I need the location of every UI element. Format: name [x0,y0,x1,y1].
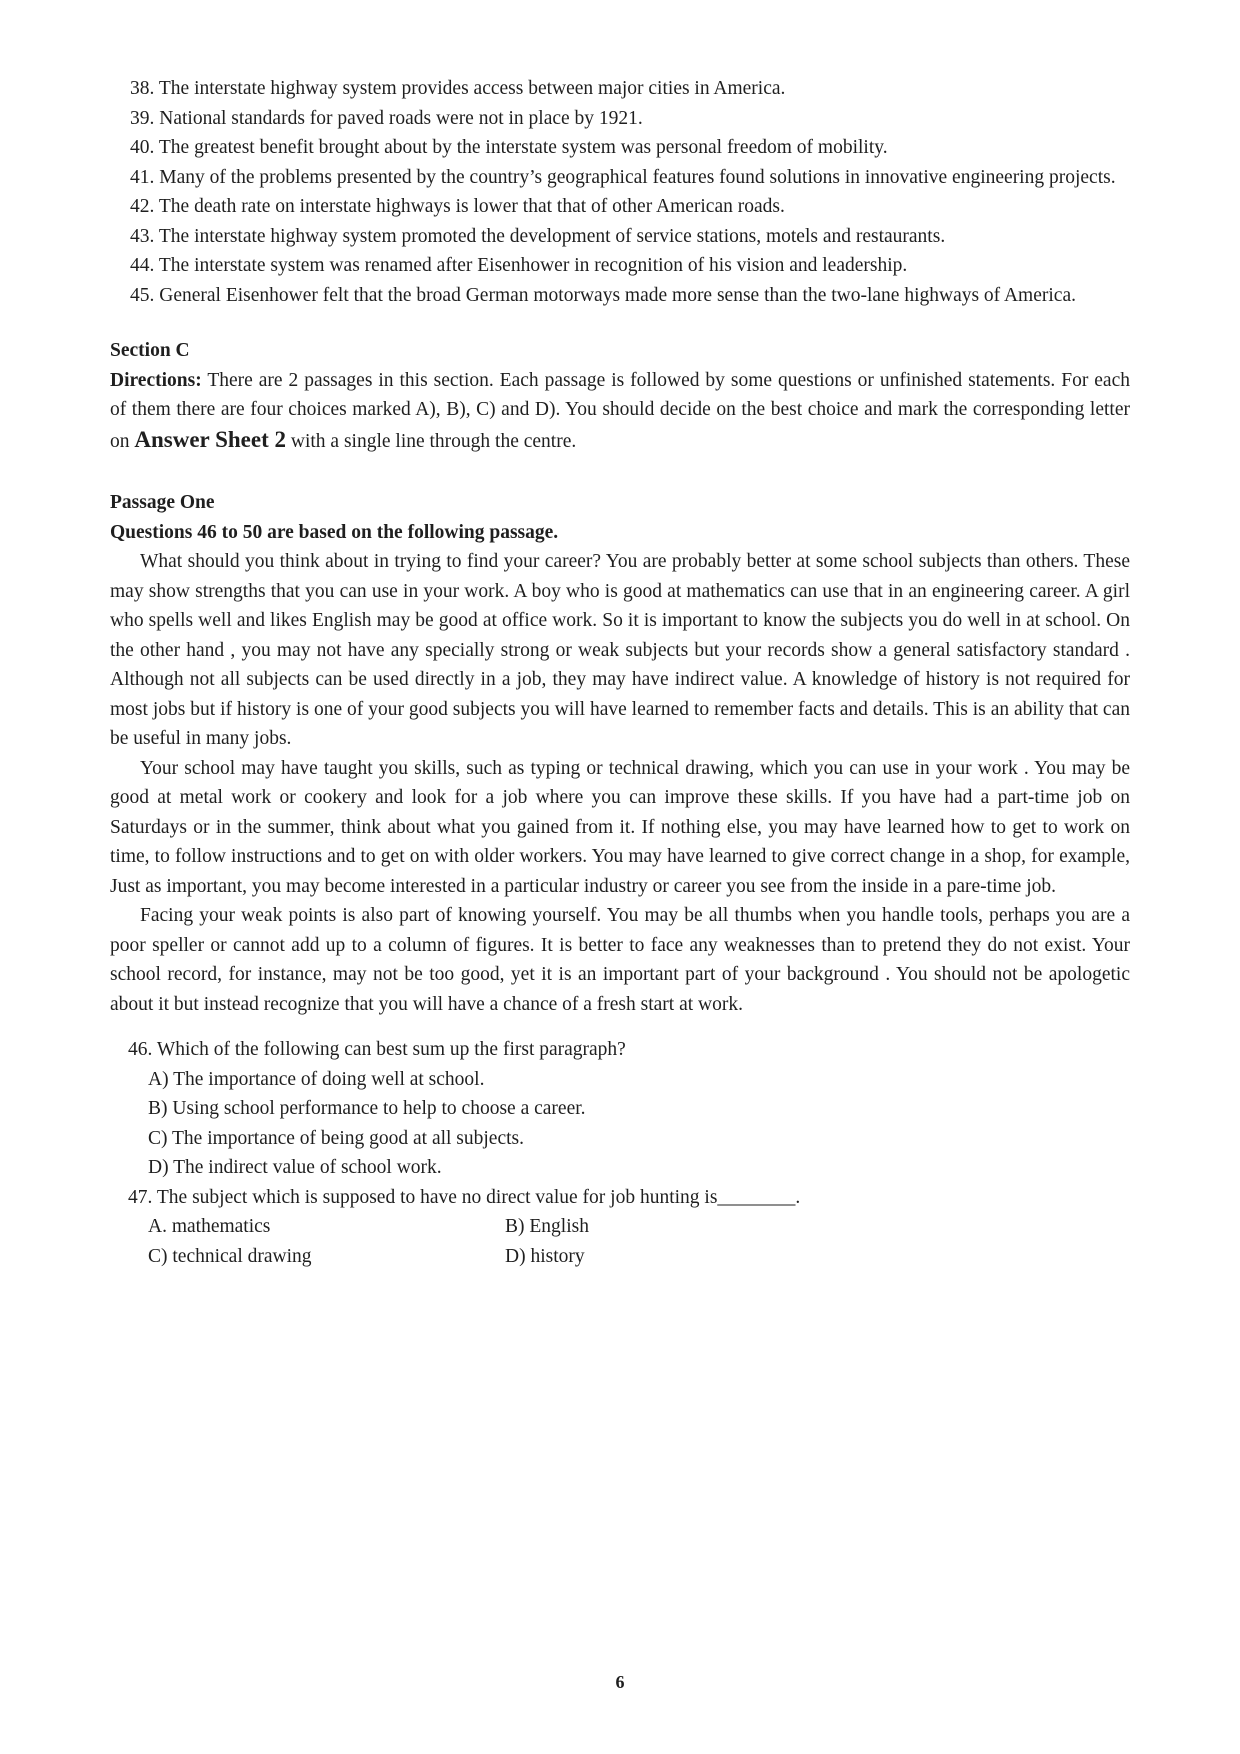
question-46-stem: 46. Which of the following can best sum up the first paragraph? [128,1039,626,1060]
question-47-option-b: B) English [505,1216,589,1237]
question-47-option-row-1 [148,1212,1130,1242]
question-47-option-d: D) history [505,1245,585,1267]
passage-one-heading: Passage One [110,492,215,513]
question-46-option-c: C) The importance of being good at all subjects. [148,1127,525,1149]
question-47-option-row-2 [148,1242,1130,1272]
directions-paragraph [110,366,1130,457]
statement-40: 40. The greatest benefit brought about by the interstate system was personal freedom of mobility. [130,137,888,158]
section-c-heading: Section C [110,340,190,361]
directions-text-tail: with a single line through the centre. [290,430,577,452]
statement-42: 42. The death rate on interstate highways is lower that that of other American roads. [130,196,785,217]
question-46-option-a: A) The importance of doing well at school. [148,1068,485,1090]
answer-sheet-reference: Answer Sheet 2 [134,426,286,452]
question-47-stem: 47. The subject which is supposed to have no direct value for job hunting is________. [128,1186,801,1208]
directions-label: Directions: [110,369,202,391]
question-46-option-b: B) Using school performance to help to choose a career. [148,1098,586,1119]
statement-44: 44. The interstate system was renamed after Eisenhower in recognition of his vision and leadership. [130,255,908,276]
exam-page [110,74,1130,1271]
question-47 [110,1183,1130,1272]
passage-one-subtitle: Questions 46 to 50 are based on the following passage. [110,521,559,543]
statement-38: 38. The interstate highway system provides access between major cities in America. [130,78,786,99]
passage-paragraph-2: Your school may have taught you skills, such as typing or technical drawing, which you can use in your work . You may be good at metal work or cookery and look for a job where you can improve these skills. If you have had a part-time job on Saturdays or in the summer, think about what you gained from it. If nothing else, you may have learned how to get to work on time, to follow instructions and to get on with older workers. You may have learned to give correct change in a shop, for example, Just as important, you may become interested in a particular industry or career you see from the inside in a pare-time job. [110,757,1130,897]
directions-text-lead: There are 2 passages in this section. Each passage is followed by some questions or unfinished statements. For each of them there are four choices marked A), B), C) and D). You should decide on the best choice and mark the corresponding letter on [110,369,1130,452]
statement-39: 39. National standards for paved roads were not in place by 1921. [130,107,643,129]
passage-paragraph-3: Facing your weak points is also part of knowing yourself. You may be all thumbs when you handle tools, perhaps you are a poor speller or cannot add up to a column of figures. It is better to face any weaknesses than to pretend they do not exist. Your school record, for instance, may not be too good, yet it is an important part of your background . You should not be apologetic about it but instead recognize that you will have a chance of a fresh start at work. [110,905,1130,1015]
question-47-option-a: A. mathematics [148,1216,271,1237]
question-46 [110,1035,1130,1183]
question-47-option-c: C) technical drawing [148,1245,312,1267]
statement-41: 41. Many of the problems presented by the country’s geographical features found solutions in innovative engineering projects. [130,166,1116,188]
page-number: 6 [615,1672,625,1692]
passage-paragraph-1: What should you think about in trying to find your career? You are probably better at some school subjects than others. These may show strengths that you can use in your work. A boy who is good at mathematics can use that in an engineering career. A girl who spells well and likes English may be good at office work. So it is important to know the subjects you do well in at school. On the other hand , you may not have any specially strong or weak subjects but your records show a general satisfactory standard . Although not all subjects can be used directly in a job, they may have indirect value. A knowledge of history is not required for most jobs but if history is one of your good subjects you will have learned to remember facts and details. This is an ability that can be useful in many jobs. [110,551,1130,749]
question-46-option-d: D) The indirect value of school work. [148,1157,442,1178]
statement-45: 45. General Eisenhower felt that the broad German motorways made more sense than the two-lane highways of America. [130,284,1076,306]
statement-43: 43. The interstate highway system promoted the development of service stations, motels and restaurants. [130,225,946,247]
